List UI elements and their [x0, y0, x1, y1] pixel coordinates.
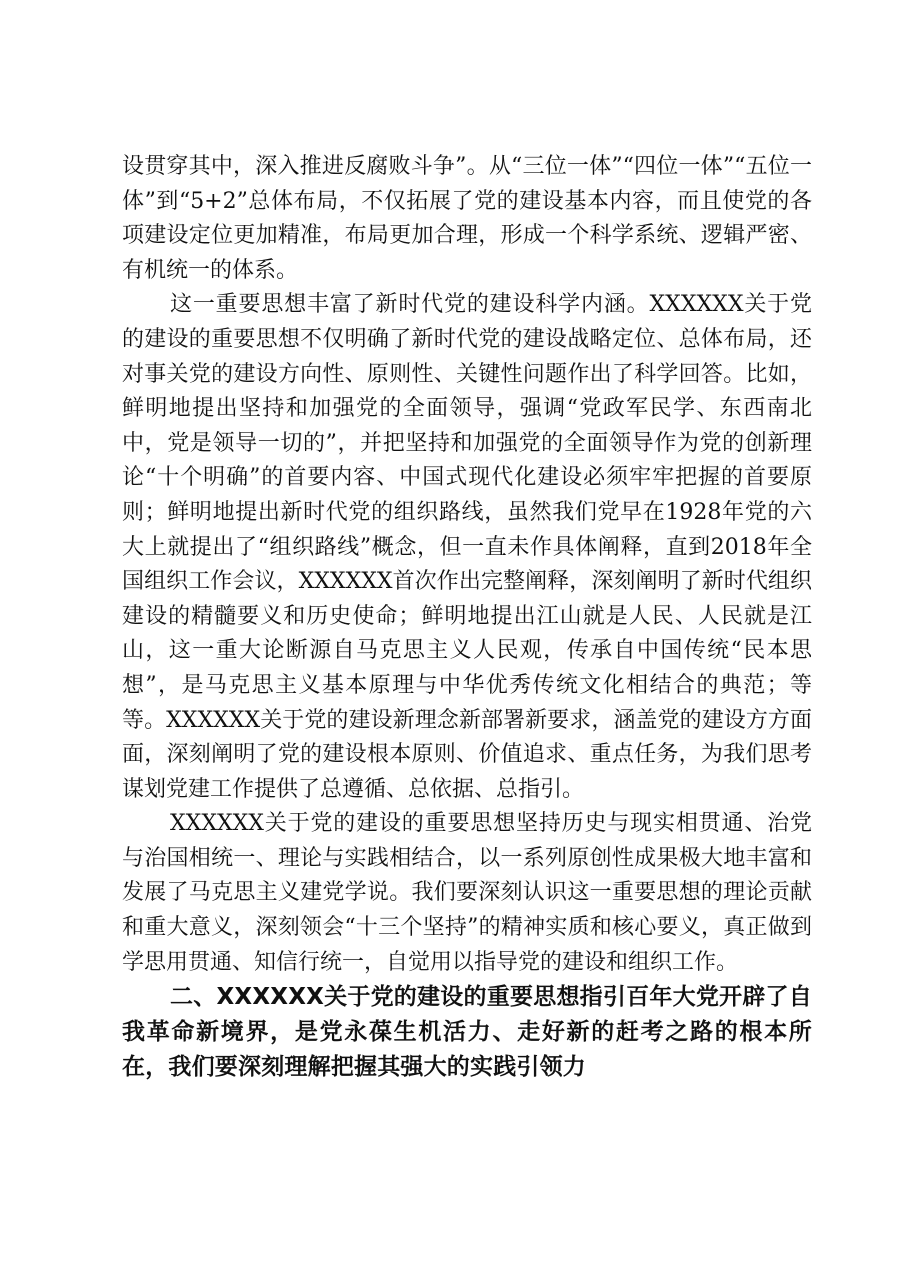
paragraph-continuation: 设贯穿其中，深入推进反腐败斗争”。从“三位一体”“四位一体”“五位一体”到“5+2”总体布局，不仅拓展了党的建设基本内容，而且使党的各项建设定位更加精准，布局更加合理，形成一个科学系统、逻辑严密、有机统一的体系。 — [122, 154, 812, 283]
section-heading-two: 二、XXXXXX关于党的建设的重要思想指引百年大党开辟了自我革命新境界，是党永葆生机活力、走好新的赶考之路的根本所在，我们要深刻理解把握其强大的实践引领力 — [122, 984, 812, 1081]
document-body — [122, 150, 812, 1085]
paragraph-theoretical-contribution: XXXXXX关于党的建设的重要思想坚持历史与现实相贯通、治党与治国相统一、理论与实践相结合，以一系列原创性成果极大地丰富和发展了马克思主义建党学说。我们要深刻认识这一重要思想的理论贡献和重大意义，深刻领会“十三个坚持”的精神实质和核心要义，真正做到学思用贯通、知信行统一，自觉用以指导党的建设和组织工作。 — [122, 811, 812, 975]
paragraph-scientific-connotation: 这一重要思想丰富了新时代党的建设科学内涵。XXXXXX关于党的建设的重要思想不仅明确了新时代党的建设战略定位、总体布局，还对事关党的建设方向性、原则性、关键性问题作出了科学回答。比如，鲜明地提出坚持和加强党的全面领导，强调“党政军民学、东西南北中，党是领导一切的”，并把坚持和加强党的全面领导作为党的创新理论“十个明确”的首要内容、中国式现代化建设必须牢牢把握的首要原则；鲜明地提出新时代党的组织路线，虽然我们党早在1928年党的六大上就提出了“组织路线”概念，但一直未作具体阐释，直到2018年全国组织工作会议，XXXXXX首次作出完整阐释，深刻阐明了新时代组织建设的精髓要义和历史使命；鲜明地提出江山就是人民、人民就是江山，这一重大论断源自马克思主义人民观，传承自中国传统“民本思想”，是马克思主义基本原理与中华优秀传统文化相结合的典范；等等。XXXXXX关于党的建设新理念新部署新要求，涵盖党的建设方方面面，深刻阐明了党的建设根本原则、价值追求、重点任务，为我们思考谋划党建工作提供了总遵循、总依据、总指引。 — [122, 292, 812, 802]
